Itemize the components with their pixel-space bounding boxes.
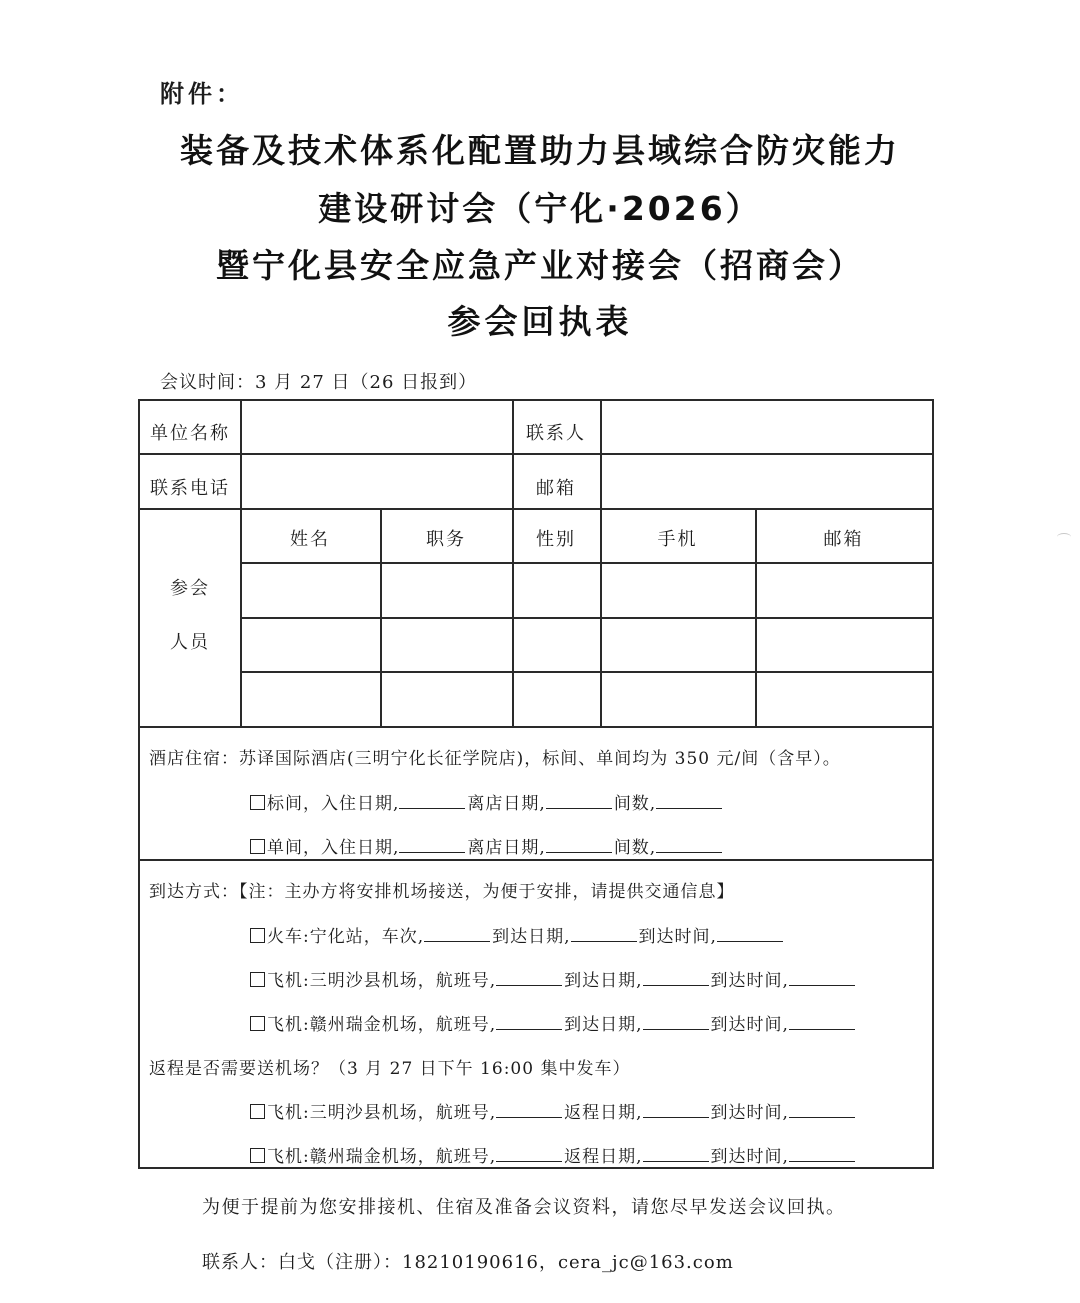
registration-form-table xyxy=(138,399,934,1169)
attendee-2-gender[interactable] xyxy=(514,619,600,671)
option-field-label: 到达日期, xyxy=(564,1015,643,1035)
return-date-blank[interactable] xyxy=(643,1144,709,1162)
room-count-blank[interactable] xyxy=(656,791,722,809)
column-header-name: 姓名 xyxy=(290,529,330,550)
arrival-date-blank[interactable] xyxy=(571,924,637,942)
attendee-3-mobile[interactable] xyxy=(602,673,755,726)
option-field-label: 到达时间, xyxy=(710,971,789,991)
phone-field[interactable] xyxy=(242,455,512,508)
flight-number-blank[interactable] xyxy=(496,1100,562,1118)
attendee-2-mobile[interactable] xyxy=(602,619,755,671)
column-header-gender: 性别 xyxy=(536,529,576,550)
phone-label: 联系电话 xyxy=(150,478,230,499)
option-field-label: 到达时间, xyxy=(710,1103,789,1123)
contact-person-field[interactable] xyxy=(602,401,932,453)
attendee-1-name[interactable] xyxy=(242,564,380,617)
attendee-2-name[interactable] xyxy=(242,619,380,671)
hotel-intro: 酒店住宿：苏译国际酒店(三明宁化长征学院店)，标间、单间均为 350 元/间（含早）。 xyxy=(149,749,841,769)
attendee-3-email[interactable] xyxy=(757,673,932,726)
train-number-blank[interactable] xyxy=(424,924,490,942)
arrival-intro: 到达方式：【注：主办方将安排机场接送，为便于安排，请提供交通信息】 xyxy=(149,882,735,902)
option-label: 飞机:三明沙县机场，航班号, xyxy=(267,1103,497,1123)
checkbox-train[interactable] xyxy=(250,928,265,943)
hotel-option-single xyxy=(250,833,724,858)
attendee-3-position[interactable] xyxy=(382,673,512,726)
option-field-label: 离店日期, xyxy=(467,838,546,858)
attendees-label-1: 参会 xyxy=(170,578,210,599)
room-count-blank[interactable] xyxy=(656,835,722,853)
return-date-blank[interactable] xyxy=(643,1100,709,1118)
option-field-label: 返程日期, xyxy=(564,1147,643,1167)
checkin-date-blank[interactable] xyxy=(399,791,465,809)
org-name-label: 单位名称 xyxy=(150,423,230,444)
attendee-1-gender[interactable] xyxy=(514,564,600,617)
checkin-date-blank[interactable] xyxy=(399,835,465,853)
column-header-mobile: 手机 xyxy=(657,529,698,550)
arrival-time-blank[interactable] xyxy=(789,968,855,986)
option-label: 火车:宁化站，车次, xyxy=(267,927,425,947)
checkout-date-blank[interactable] xyxy=(546,835,612,853)
option-field-label: 到达时间, xyxy=(710,1147,789,1167)
option-field-label: 离店日期, xyxy=(467,794,546,814)
arrival-time-blank[interactable] xyxy=(789,1012,855,1030)
return-option-flight-ruijin xyxy=(250,1142,857,1167)
option-field-label: 间数, xyxy=(613,838,657,858)
checkbox-flight-shaxian[interactable] xyxy=(250,972,265,987)
checkbox-standard-room[interactable] xyxy=(250,795,265,810)
option-label: 飞机:三明沙县机场，航班号, xyxy=(267,971,497,991)
email-label: 邮箱 xyxy=(536,478,576,499)
attendee-1-email[interactable] xyxy=(757,564,932,617)
attendee-1-position[interactable] xyxy=(382,564,512,617)
attendee-3-gender[interactable] xyxy=(514,673,600,726)
return-intro: 返程是否需要送机场？（3 月 27 日下午 16:00 集中发车） xyxy=(149,1059,631,1079)
meeting-time: 会议时间：3 月 27 日（26 日报到） xyxy=(160,372,478,393)
attachment-label: 附件： xyxy=(160,80,244,108)
arrival-time-blank[interactable] xyxy=(789,1144,855,1162)
option-field-label: 到达时间, xyxy=(638,927,717,947)
title-line-2: 建设研讨会（宁化·2026） xyxy=(318,189,762,228)
flight-number-blank[interactable] xyxy=(496,1012,562,1030)
title-line-3: 暨宁化县安全应急产业对接会（招商会） xyxy=(216,246,864,285)
option-field-label: 间数, xyxy=(613,794,657,814)
org-name-field[interactable] xyxy=(242,401,512,453)
column-header-email: 邮箱 xyxy=(823,529,864,550)
footer-note: 为便于提前为您安排接机、住宿及准备会议资料，请您尽早发送会议回执。 xyxy=(202,1197,846,1218)
arrival-option-flight-ruijin xyxy=(250,1010,857,1035)
return-option-flight-shaxian xyxy=(250,1098,857,1123)
form-title: 参会回执表 xyxy=(447,302,633,341)
contact-person-label: 联系人 xyxy=(526,423,586,444)
option-label: 单间，入住日期, xyxy=(267,838,400,858)
flight-number-blank[interactable] xyxy=(496,968,562,986)
arrival-time-blank[interactable] xyxy=(789,1100,855,1118)
divider xyxy=(140,726,932,728)
checkbox-single-room[interactable] xyxy=(250,839,265,854)
checkbox-flight-ruijin[interactable] xyxy=(250,1016,265,1031)
scan-artifact xyxy=(1057,533,1071,541)
attendees-label-2: 人员 xyxy=(170,632,210,653)
option-field-label: 到达日期, xyxy=(564,971,643,991)
arrival-option-train xyxy=(250,922,785,947)
option-label: 标间，入住日期, xyxy=(267,794,400,814)
option-label: 飞机:赣州瑞金机场，航班号, xyxy=(267,1015,497,1035)
option-field-label: 到达日期, xyxy=(492,927,571,947)
attendee-2-position[interactable] xyxy=(382,619,512,671)
checkbox-return-ruijin[interactable] xyxy=(250,1148,265,1163)
checkout-date-blank[interactable] xyxy=(546,791,612,809)
flight-number-blank[interactable] xyxy=(496,1144,562,1162)
column-header-position: 职务 xyxy=(426,529,466,550)
email-field[interactable] xyxy=(602,455,932,508)
attendee-2-email[interactable] xyxy=(757,619,932,671)
option-field-label: 到达时间, xyxy=(710,1015,789,1035)
divider xyxy=(140,859,932,861)
arrival-time-blank[interactable] xyxy=(717,924,783,942)
footer-contact: 联系人：白戈（注册）：18210190616，cera_jc@163.com xyxy=(202,1252,734,1273)
arrival-date-blank[interactable] xyxy=(643,1012,709,1030)
hotel-option-standard xyxy=(250,789,724,814)
checkbox-return-shaxian[interactable] xyxy=(250,1104,265,1119)
attendee-1-mobile[interactable] xyxy=(602,564,755,617)
title-line-1: 装备及技术体系化配置助力县域综合防灾能力 xyxy=(180,131,900,170)
arrival-option-flight-shaxian xyxy=(250,966,857,991)
option-field-label: 返程日期, xyxy=(564,1103,643,1123)
attendee-3-name[interactable] xyxy=(242,673,380,726)
arrival-date-blank[interactable] xyxy=(643,968,709,986)
option-label: 飞机:赣州瑞金机场，航班号, xyxy=(267,1147,497,1167)
